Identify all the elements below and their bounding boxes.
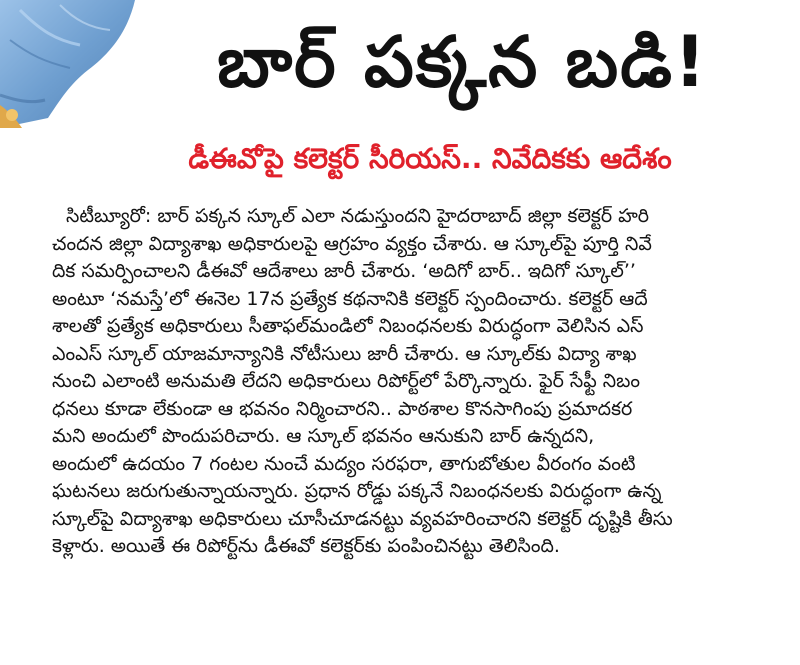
body-line: స్కూల్‌పై విద్యాశాఖ అధికారులు చూసీచూడనట్టు వ్యవహరించారని కలెక్టర్ దృష్టికి తీసు bbox=[52, 507, 673, 530]
body-line: ఘటనలు జరుగుతున్నాయన్నారు. ప్రధాన రోడ్డు పక్కనే నిబంధనలకు విరుద్ధంగా ఉన్న bbox=[52, 480, 662, 502]
body-line: అంటూ ‘నమస్తే’లో ఈనెల 17న ప్రత్యేక కథనానికి కలెక్టర్ స్పందించారు. కలెక్టర్ ఆదే bbox=[52, 287, 648, 310]
body-line: కెళ్లారు. అయితే ఈ రిపోర్ట్‌ను డీఈవో కలెక్టర్‌కు పంపించినట్టు తెలిసింది. bbox=[52, 535, 560, 557]
subheadline: డీఈవోపై కలెక్టర్ సీరియస్.. నివేదికకు ఆదేశం bbox=[188, 142, 672, 175]
headline: బార్ పక్కన బడి! bbox=[217, 20, 708, 103]
body-line: దిక సమర్పించాలని డీఈవో ఆదేశాలు జారీ చేశారు. ‘అదిగో బార్.. ఇదిగో స్కూల్’’ bbox=[52, 260, 636, 282]
body-line: మని అందులో పొందుపరిచారు. ఆ స్కూల్ భవనం ఆనుకుని బార్ ఉన్నదని, bbox=[52, 425, 595, 447]
body-line: అందులో ఉదయం 7 గంటల నుంచే మద్యం సరఫరా, తాగుబోతుల వీరంగం వంటి bbox=[52, 452, 636, 475]
article-body bbox=[52, 203, 788, 561]
denim-sleeve-photo bbox=[0, 0, 140, 128]
body-line: ధనలు కూడా లేకుండా ఆ భవనం నిర్మించారని.. పాఠశాల కొనసాగింపు ప్రమాదకర bbox=[52, 397, 633, 420]
body-line: శాలతో ప్రత్యేక అధికారులు సీతాఫల్‌మండిలో నిబంధనలకు విరుద్ధంగా వెలిసిన ఎస్ bbox=[52, 315, 644, 337]
denim-sleeve-icon bbox=[0, 0, 140, 128]
body-line: సిటీబ్యూరో: బార్ పక్కన స్కూల్ ఎలా నడుస్తుందని హైదరాబాద్ జిల్లా కలెక్టర్ హరి bbox=[66, 205, 650, 227]
body-line: నుంచి ఎలాంటి అనుమతి లేదని అధికారులు రిపోర్ట్‌లో పేర్కొన్నారు. ఫైర్ సేఫ్టీ నిబం bbox=[52, 370, 641, 392]
body-line: చందన జిల్లా విద్యాశాఖ అధికారులపై ఆగ్రహం వ్యక్తం చేశారు. ఆ స్కూల్‌పై పూర్తి నివే bbox=[52, 232, 652, 255]
body-line: ఎంఎస్ స్కూల్ యాజమాన్యానికి నోటీసులు జారీ చేశారు. ఆ స్కూల్‌కు విద్యా శాఖ bbox=[52, 342, 637, 365]
